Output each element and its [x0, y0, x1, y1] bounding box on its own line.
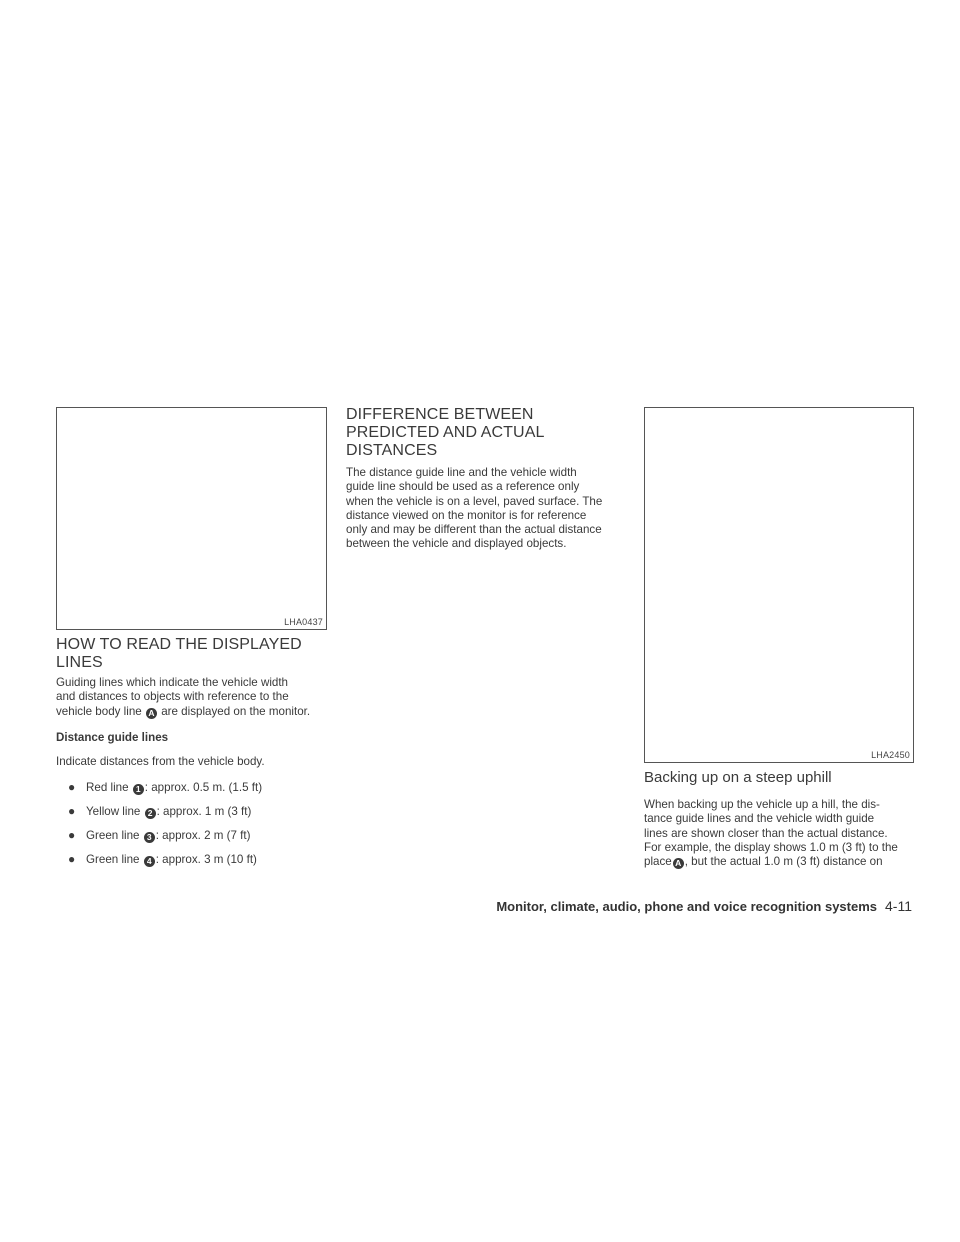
bullet-icon: ● — [68, 852, 76, 866]
uphill-body: When backing up the vehicle up a hill, the dis- tance guide lines and the vehicle width guide lines are shown closer than the actual distance. For example, the display shows 1.0 m (3 ft) to the place A , but the actual 1.0 m (3 ft) distance on — [644, 798, 898, 869]
distance-guide-lines-intro: Indicate distances from the vehicle body. — [56, 755, 265, 768]
footer-chapter-title: Monitor, climate, audio, phone and voice recognition systems — [496, 899, 878, 914]
marker-2: 2 — [145, 808, 156, 819]
page-number: 4-11 — [885, 898, 912, 914]
distance-guide-lines-heading: Distance guide lines — [56, 731, 169, 744]
section-how-to-read — [56, 636, 327, 672]
figure-right-code: LHA2450 — [871, 750, 910, 760]
marker-a: A — [673, 858, 684, 869]
uphill-title: Backing up on a steep uphill — [644, 769, 832, 786]
bullet-icon: ● — [68, 780, 76, 794]
marker-4: 4 — [144, 856, 155, 867]
figure-right — [644, 407, 914, 763]
bullet-icon: ● — [68, 804, 76, 818]
how-to-read-intro: Guiding lines which indicate the vehicle width and distances to objects with reference to the vehicle body line A are displayed on the monitor. — [56, 676, 311, 718]
section-title: DIFFERENCE BETWEEN PREDICTED AND ACTUAL DISTANCES — [346, 406, 545, 459]
section-difference — [346, 406, 611, 460]
bullet-item-3: ● Green line 3 : approx. 2 m (7 ft) — [68, 828, 251, 842]
figure-left-code: LHA0437 — [284, 617, 323, 627]
bullet-icon: ● — [68, 828, 76, 842]
section-title: HOW TO READ THE DISPLAYED LINES — [56, 636, 302, 671]
marker-a: A — [146, 708, 157, 719]
difference-body: The distance guide line and the vehicle width guide line should be used as a reference only when the vehicle is on a level, paved surface. The distance viewed on the monitor is for reference only and may be different than the actual distance between the vehicle and displayed objects. — [346, 466, 603, 551]
marker-1: 1 — [133, 784, 144, 795]
marker-3: 3 — [144, 832, 155, 843]
bullet-item-1: ● Red line 1 : approx. 0.5 m. (1.5 ft) — [68, 780, 263, 794]
bullet-item-4: ● Green line 4 : approx. 3 m (10 ft) — [68, 852, 257, 866]
figure-left — [56, 407, 327, 630]
bullet-item-2: ● Yellow line 2 : approx. 1 m (3 ft) — [68, 804, 252, 818]
page-footer — [496, 898, 912, 916]
